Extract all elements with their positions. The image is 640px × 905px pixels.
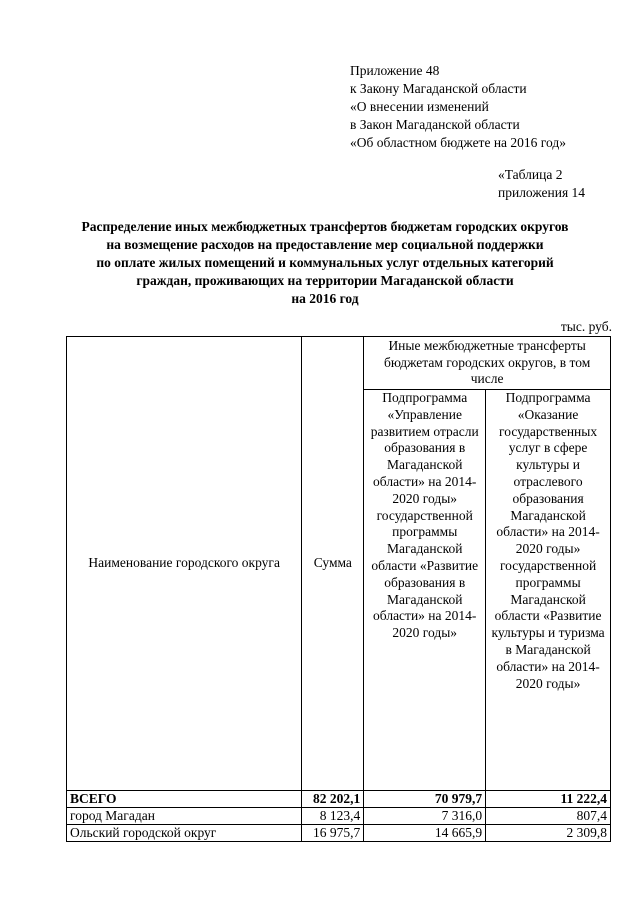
title-line: на возмещение расходов на предоставление мер социальной поддержки [106,237,544,252]
title-line: на 2016 год [291,291,359,306]
cell-name: город Магадан [67,808,302,825]
header-row [67,337,611,390]
title-line: по оплате жилых помещений и коммунальных услуг отдельных категорий [96,255,554,270]
cell-sub2: 2 309,8 [486,825,611,842]
appendix-block [350,62,566,152]
title-line: граждан, проживающих на территории Магаданской области [136,273,514,288]
header-sum: Сумма [302,337,364,791]
cell-sum: 16 975,7 [302,825,364,842]
units-label: тыс. руб. [560,319,612,334]
appendix-line: Приложение 48 [350,63,440,78]
table-reference-line: «Таблица 2 [498,167,563,182]
appendix-line: «Об областном бюджете на 2016 год» [350,135,566,150]
transfers-table [66,336,611,842]
appendix-line: в Закон Магаданской области [350,117,520,132]
table-reference [498,166,585,202]
table-reference-line: приложения 14 [498,185,586,200]
header-subprogram-1: Подпрограмма «Управление развитием отрасли образования в Магаданской области» на 2014-2020 годы» государственной программы Магаданской области «Развитие образования в Магаданской области» на 2014-2020 годы» [364,390,486,791]
table-row-total [67,791,611,808]
cell-sub2: 11 222,4 [486,791,611,808]
cell-name: ВСЕГО [67,791,302,808]
cell-sub1: 7 316,0 [364,808,486,825]
header-name: Наименование городского округа [67,337,302,791]
document-title [40,218,610,308]
appendix-line: к Закону Магаданской области [350,81,527,96]
cell-sum: 8 123,4 [302,808,364,825]
header-subprogram-2: Подпрограмма «Оказание государственных услуг в сфере культуры и отраслевого образования Магаданской области» на 2014-2020 годы» государственной программы Магаданской области «Развитие культуры и туризма в Магаданской области» на 2014-2020 годы» [486,390,611,791]
cell-sub2: 807,4 [486,808,611,825]
appendix-line: «О внесении изменений [350,99,489,114]
cell-sub1: 70 979,7 [364,791,486,808]
cell-name: Ольский городской округ [67,825,302,842]
title-line: Распределение иных межбюджетных трансфертов бюджетам городских округов [81,219,569,234]
cell-sub1: 14 665,9 [364,825,486,842]
table-row [67,825,611,842]
header-group: Иные межбюджетные трансферты бюджетам городских округов, в том числе [364,337,611,390]
table-row [67,808,611,825]
cell-sum: 82 202,1 [302,791,364,808]
